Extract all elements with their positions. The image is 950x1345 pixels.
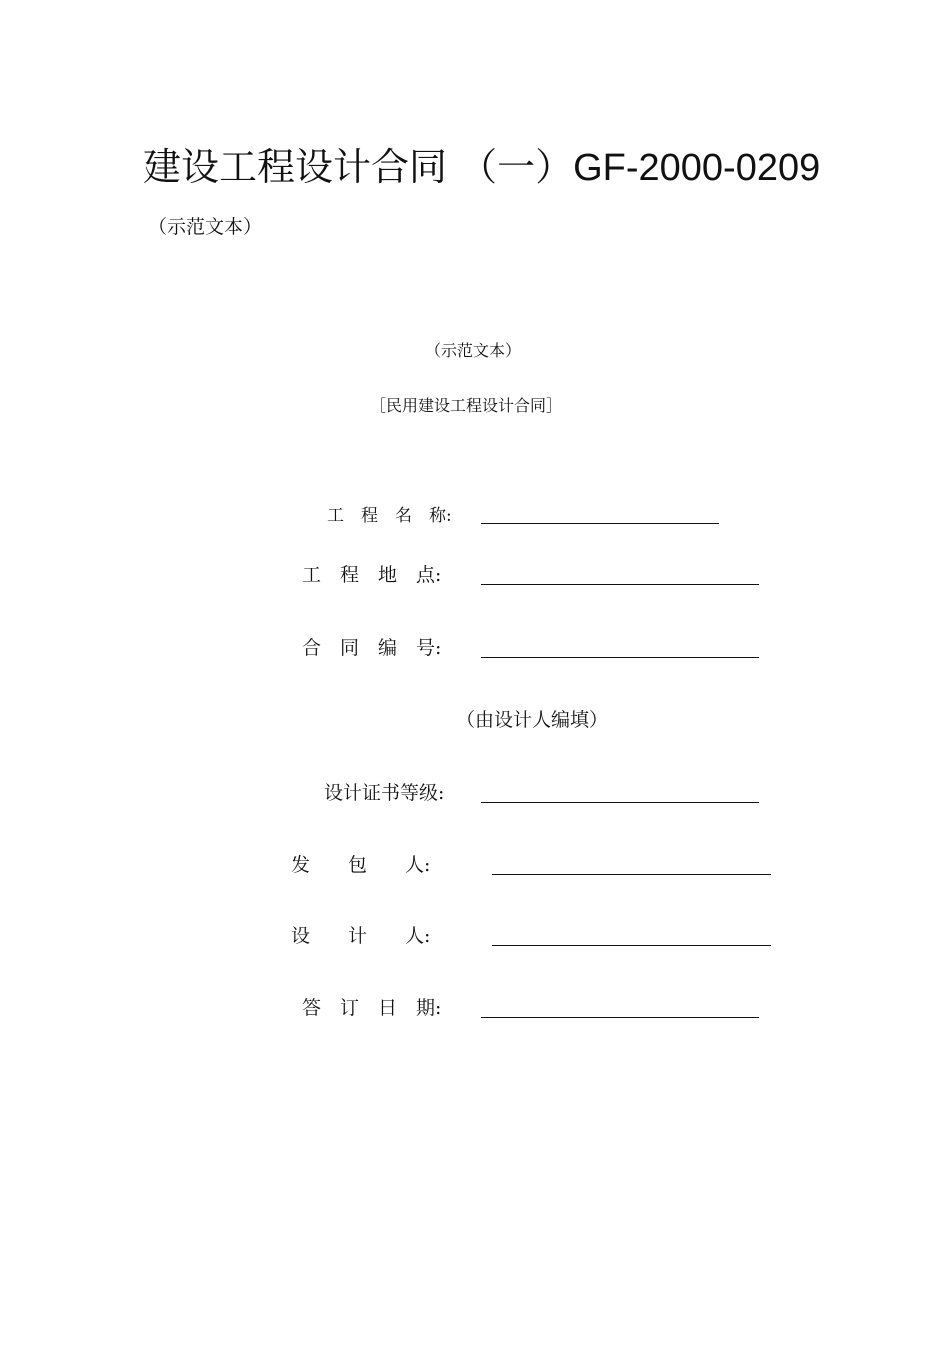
employer-label: 发 包 人: bbox=[291, 854, 431, 876]
contract-type-title: ［民用建设工程设计合同］ bbox=[370, 396, 563, 415]
contract-number-field[interactable] bbox=[481, 657, 759, 658]
designer-field[interactable] bbox=[492, 945, 771, 946]
certificate-level-field[interactable] bbox=[481, 802, 759, 803]
project-location-label: 工 程 地 点: bbox=[302, 564, 442, 586]
contract-number-label: 合 同 编 号: bbox=[302, 637, 442, 659]
document-code: GF-2000-0209 bbox=[573, 147, 821, 189]
designer-fill-note: （由设计人编填） bbox=[456, 709, 609, 731]
project-name-label: 工 程 名 称: bbox=[327, 506, 452, 526]
document-title bbox=[143, 142, 820, 193]
designer-label: 设 计 人: bbox=[291, 925, 431, 947]
project-name-field[interactable] bbox=[481, 523, 719, 524]
cover-subtitle: （示范文本） bbox=[425, 341, 522, 360]
project-location-field[interactable] bbox=[481, 584, 759, 585]
signing-date-label: 答 订 日 期: bbox=[302, 997, 442, 1019]
signing-date-field[interactable] bbox=[481, 1017, 759, 1018]
document-title-cn: 建设工程设计合同 （一） bbox=[143, 145, 574, 189]
employer-field[interactable] bbox=[492, 874, 771, 875]
document-subtitle: （示范文本） bbox=[148, 216, 263, 238]
certificate-level-label: 设计证书等级: bbox=[324, 782, 445, 804]
